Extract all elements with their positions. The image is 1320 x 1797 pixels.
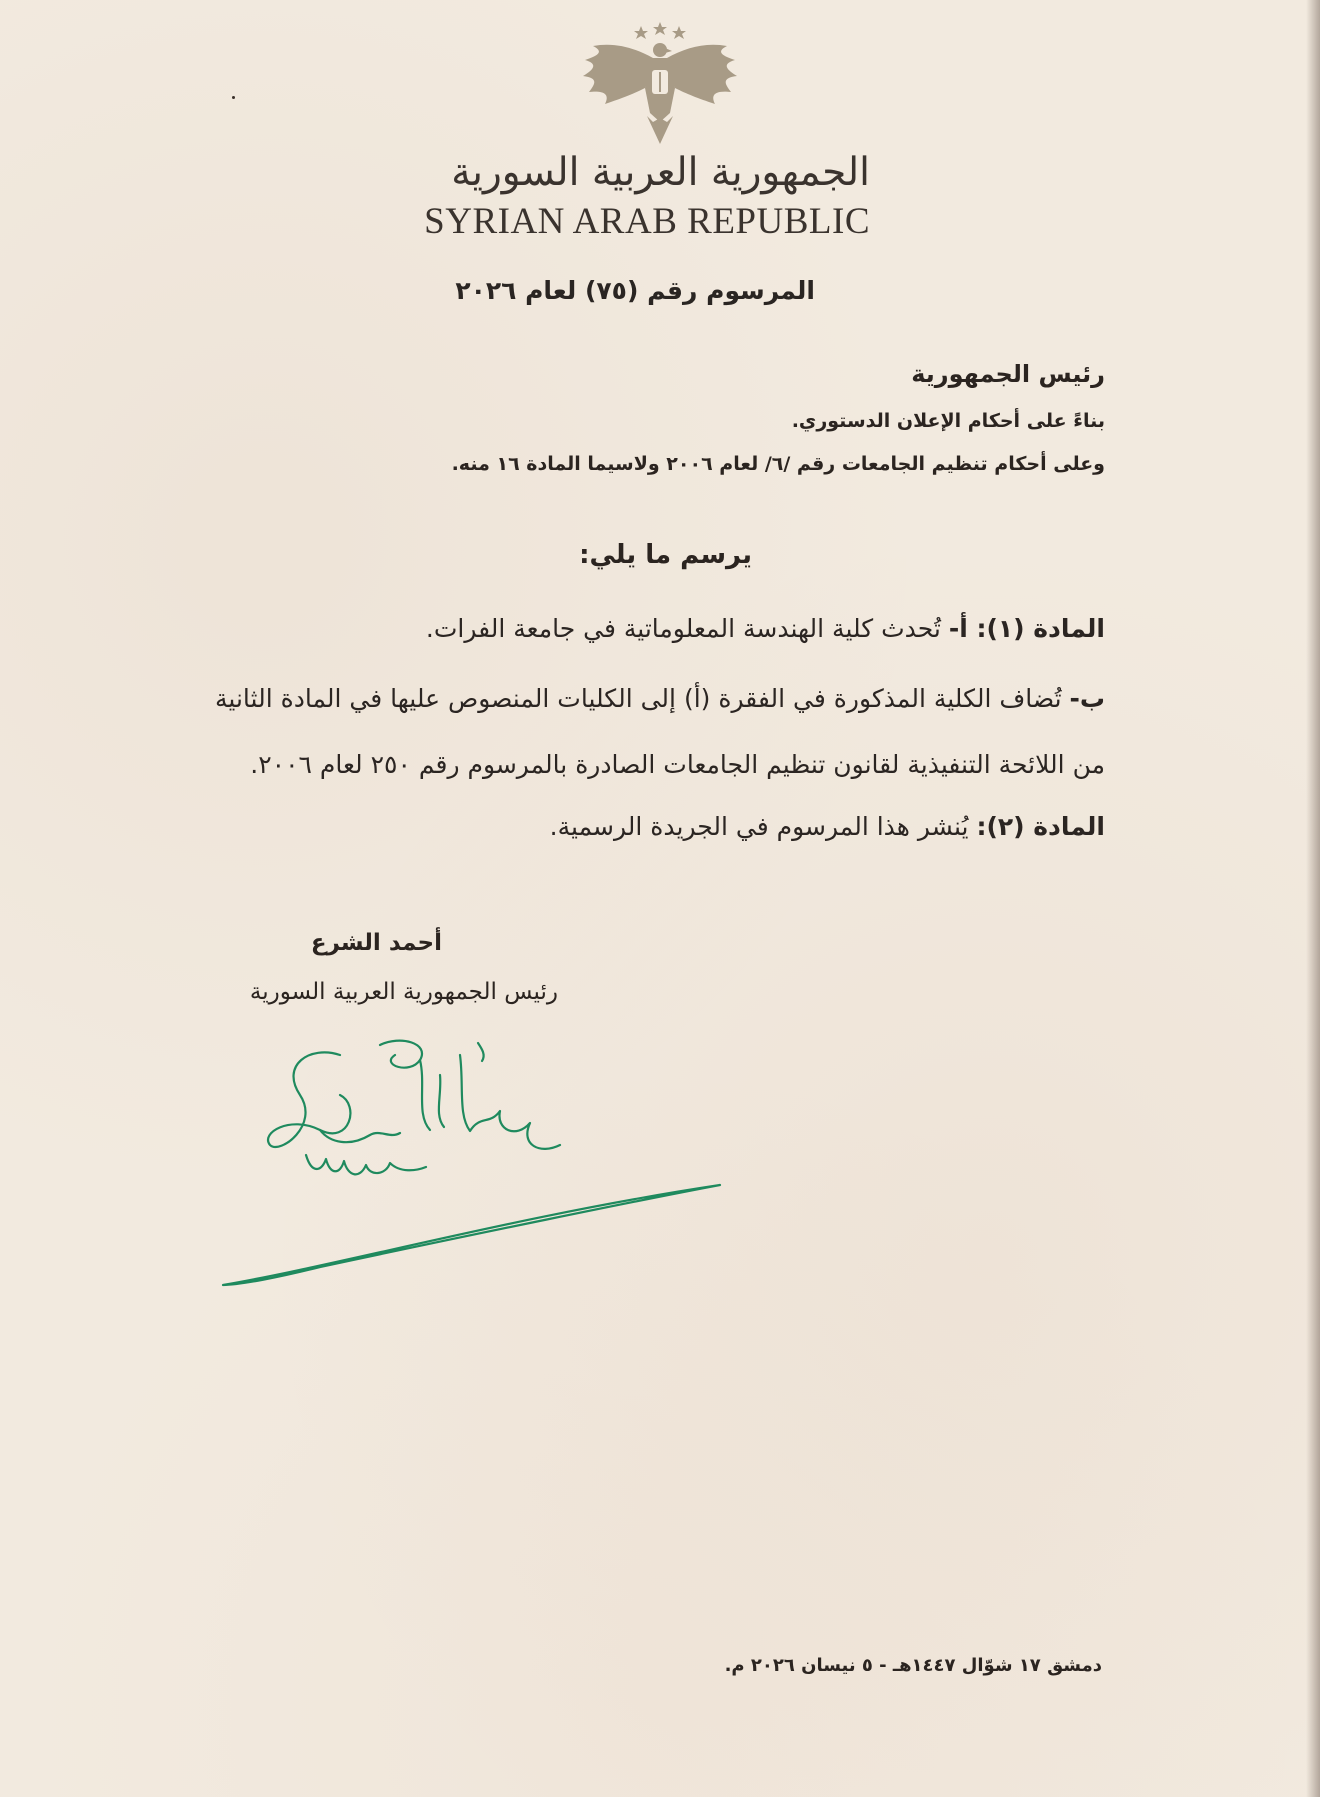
article-1-b bbox=[215, 684, 1105, 713]
signatory-name: أحمد الشرع bbox=[310, 930, 442, 956]
signatory-title: رئيس الجمهورية العربية السورية bbox=[249, 979, 558, 1005]
decree-date: دمشق ١٧ شوّال ١٤٤٧هـ - ٥ نيسان ٢٠٢٦ م. bbox=[724, 1655, 1102, 1676]
article-1-a bbox=[426, 614, 1105, 643]
paper-speck bbox=[232, 96, 235, 99]
article-1-label: المادة (١): أ- bbox=[948, 614, 1105, 643]
article-2-label: المادة (٢): bbox=[976, 812, 1105, 841]
republic-title-arabic: الجمهورية العربية السورية bbox=[451, 150, 870, 195]
syrian-eagle-emblem-icon bbox=[575, 18, 745, 148]
article-1-b-text: تُضاف الكلية المذكورة في الفقرة (أ) إلى الكليات المنصوص عليها في المادة الثانية bbox=[215, 684, 1070, 713]
basis-clause-2: وعلى أحكام تنظيم الجامعات رقم /٦/ لعام ٢٠٠٦ ولاسيما المادة ١٦ منه. bbox=[451, 453, 1105, 475]
page-edge-shadow bbox=[1306, 0, 1320, 1797]
article-1-b-label: ب- bbox=[1069, 684, 1105, 713]
article-1-b-continuation: من اللائحة التنفيذية لقانون تنظيم الجامعات الصادرة بالمرسوم رقم ٢٥٠ لعام ٢٠٠٦. bbox=[250, 750, 1105, 779]
republic-title-english: SYRIAN ARAB REPUBLIC bbox=[424, 201, 870, 242]
president-heading: رئيس الجمهورية bbox=[911, 360, 1105, 388]
decrees-heading: يرسم ما يلي: bbox=[579, 540, 752, 570]
article-2-text: يُنشر هذا المرسوم في الجريدة الرسمية. bbox=[549, 812, 977, 841]
basis-clause-1: بناءً على أحكام الإعلان الدستوري. bbox=[791, 410, 1105, 432]
decree-title: المرسوم رقم (٧٥) لعام ٢٠٢٦ bbox=[455, 276, 815, 305]
signature-image bbox=[220, 1035, 830, 1305]
article-1-a-text: تُحدث كلية الهندسة المعلوماتية في جامعة الفرات. bbox=[425, 614, 949, 643]
article-2 bbox=[550, 812, 1105, 841]
